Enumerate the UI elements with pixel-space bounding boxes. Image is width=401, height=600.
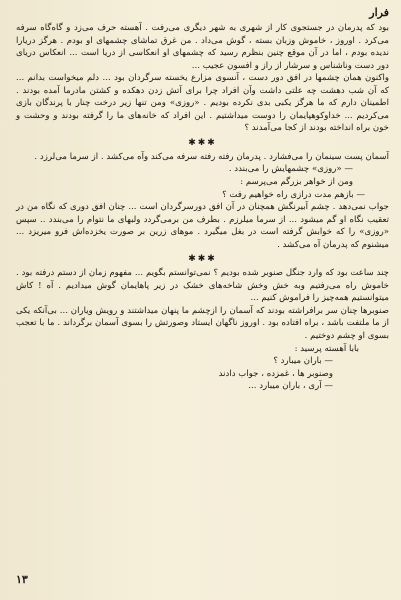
dialogue-line: — باران میبارد ؟ <box>273 356 333 367</box>
section-divider: ✱✱✱ <box>188 254 217 265</box>
paragraph: آسمان پست سینمان را می‌فشارد . پدرمان رفته رفته سرفه می‌کند وآه می‌کشد . از سرما می‌لرزد . <box>34 151 389 162</box>
paragraph: واکنون همان چشمها در افق دور دست ، آنسوی مزارع یخسته سرگردان بود ... دلم میخواست بدانم ... که آن شب دهشت چه علتی داشت وآن افراد چرا برای آتش زدن دهکده و کشتن مادرما آمده بودند . اطمینان دارم که ما هرگز یکبی بدی نکرده بودیم . «روزی» ومن تنها زیر درخت چنار با پرندگان بازی می‌کردیم ... خداوکوهپایمان را دوست میداشتیم . این افراد که خانه‌های ما را گرفته بودند و وحشت و خون براه انداخته بودند از کجا می‌آمدند ؟ <box>16 73 389 134</box>
page-body <box>16 22 389 393</box>
paragraph: بود که پدرمان در جستجوی کار از شهری به شهر دیگری می‌رفت . آهسته حرف می‌زد و گاه‌گاه سرفه می‌کرد . اوروز ، خاموش وزبان بسته ، گوش می‌داد . من غرق تماشای چشمهای او بودم . هرگز دریارا ندیده بودم ، اما در آن موقع چنین بنظرم رسید که چشمهای او انعکاسی از دریا است ... انعکاس دریای دور دست وناشناس و سرشار از راز و افسون عجیب ... <box>16 23 389 71</box>
paragraph: چند ساعت بود که وارد جنگل صنوبر شده بودیم ؟ نمی‌توانستم بگویم ... مفهوم زمان از دستم درفته بود . خاموش راه می‌رفتیم وبه خش وخش شاخه‌های خشک در زیر پاهایمان گوش میدادیم . آه ! کاش میتوانستیم همه‌چیز را فراموش کنیم ... <box>16 268 389 304</box>
page-header: فرار <box>369 6 389 19</box>
text-line: وصنوبر ها ، غمزده ، جواب دادند <box>218 368 333 379</box>
dialogue-line: — بازهم مدت درازی راه خواهیم رفت ؟ <box>222 189 365 200</box>
page-number: ۱۳ <box>16 573 28 586</box>
dialogue-line: — «روزی» چشمهایش را می‌بندد . <box>228 164 353 175</box>
text-line: بابا آهسته پرسید : <box>294 343 359 354</box>
paragraph: جواب نمی‌دهد . چشم آبیرنگش همچنان در آن افق دورسرگردان است ... چنان افق دوری که نگاه من در تعقیب نگاه او گم میشود ... از سرما میلرزم . بطرف من برمی‌گردد ولبهای ما نتوام را می‌بندد .. سپس «روزی» را که خوابش گرفته است در بغل میگیرد . موهای زرین بر صورت یخزده‌اش فرو میریزد ... میشنوم که پدرمان آه می‌کشد . <box>16 202 389 250</box>
section-divider: ✱✱✱ <box>188 137 217 148</box>
text-line: ومن از خواهر بزرگم می‌پرسم : <box>240 177 353 188</box>
dialogue-line: — آری ، باران میبارد ... <box>248 381 333 392</box>
paragraph: صنوبرها چنان سر برافراشته بودند که آسمان را ازچشم ما پنهان میداشتند و رویش ویاران ... بی‌آنکه یکی از ما ملتفت باشد ، براه افتاده بود . اوروز ناگهان ایستاد وصورتش را بسوی آسمان برگرداند . ما با تعجب بسوی او چشم دوختیم . <box>16 305 389 342</box>
